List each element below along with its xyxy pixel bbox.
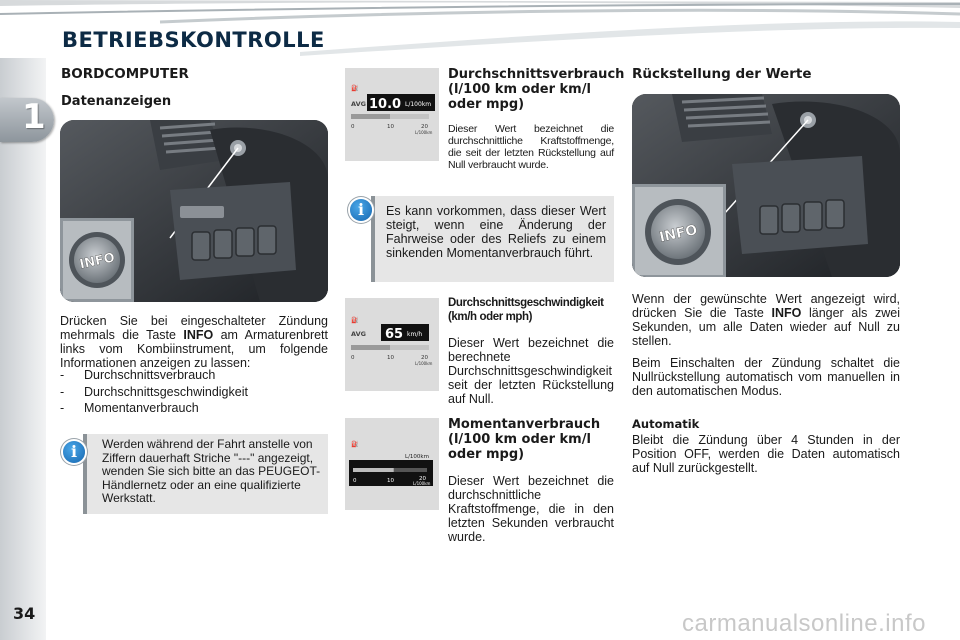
info-button-photo-label: INFO [78,250,117,273]
svg-text:⛽: ⛽ [351,317,359,324]
avg-consumption-title: Durchschnittsverbrauch (l/100 km oder km/l oder mpg) [448,67,625,112]
instant-consumption-title: Momentanverbrauch (l/100 km oder km/l oder mpg) [448,417,601,462]
watermark: carmanualsonline.info [682,610,926,637]
left-sidebar [0,58,46,640]
svg-text:L/100km: L/100km [405,454,429,460]
svg-text:10: 10 [387,355,394,361]
subsection-title-datenanzeigen: Datenanzeigen [61,94,172,109]
chapter-number: 1 [22,97,46,137]
svg-text:L/100km: L/100km [415,130,433,135]
dashboard-photo-left [60,120,328,302]
avg-consumption-text: Dieser Wert bezeichnet die durchschnittliche Kraftstoffmenge, die seit der letzten Rückstellung auf Null verbraucht wurde. [448,123,614,171]
info-key-label: INFO [183,328,214,342]
automatik-paragraph: Bleibt die Zündung über 4 Stunden in der Position OFF, werden die Daten automatisch auf Null zurückgestellt. [632,433,900,475]
info-box-dashes-text: Werden während der Fahrt anstelle von Ziffern dauerhaft Striche "---" angezeigt, wenden Sie sich bitte an das PEUGEOT-Händlernetz oder an eine qualifizierte Werkstatt. [102,437,321,505]
svg-text:0: 0 [351,124,355,130]
svg-text:10: 10 [387,478,394,484]
instant-consumption-display [345,418,439,510]
display-level-bar [353,468,394,472]
avg-speed-title: Durchschnittsgeschwindigkeit (km/h oder mph) [448,297,604,323]
svg-text:⛽: ⛽ [351,441,359,448]
svg-text:L/100km: L/100km [413,481,431,486]
svg-text:20: 20 [421,355,428,361]
list-item: - Durchschnittsgeschwindigkeit [60,384,328,401]
section-title-bordcomputer: BORDCOMPUTER [61,66,189,82]
section-title-reset: Rückstellung der Werte [632,66,812,82]
display-label: AVG [351,100,366,108]
svg-text:km/h: km/h [407,331,423,338]
svg-text:L/100km: L/100km [415,361,433,366]
auto-switch-paragraph: Beim Einschalten der Zündung schaltet die Nullrückstellung automatisch vom manuellen in den automatischen Modus. [632,356,900,398]
info-icon: i [63,441,85,463]
info-key-label: INFO [771,306,802,320]
svg-text:⛽: ⛽ [351,85,359,92]
info-icon: i [350,199,372,221]
svg-text:65: 65 [385,327,404,342]
page-number: 34 [13,604,36,623]
display-level-bar [351,345,390,350]
avg-consumption-display [345,68,439,161]
list-item: - Momentanverbrauch [60,400,328,417]
avg-speed-text: Dieser Wert bezeichnet die berechnete Durchschnittsgeschwindigkeit seit der letzten Rückstellung auf Null. [448,336,614,406]
display-value: 10.0 [369,97,402,112]
info-box-consumption-rise-text: Es kann vorkommen, dass dieser Wert steigt, wenn eine Änderung der Fahrweise oder des Reliefs zu einem sinkenden Momentanverbrauch führt. [386,204,606,260]
display-level-bar [351,114,390,119]
dashboard-photo-right [632,94,900,277]
page-header-title: BETRIEBSKONTROLLE [62,28,325,52]
svg-text:0: 0 [351,355,355,361]
reset-paragraph: Wenn der gewünschte Wert angezeigt wird, drücken Sie die Taste INFO länger als zwei Sekunden, um alle Daten wieder auf Null zu stellen. [632,292,901,348]
svg-text:0: 0 [353,478,357,484]
avg-speed-display [345,298,439,391]
svg-text:AVG: AVG [351,330,366,338]
svg-text:20: 20 [421,124,428,130]
automatik-title: Automatik [632,417,700,431]
list-item: - Durchschnittsverbrauch [60,367,328,384]
intro-paragraph: Drücken Sie bei eingeschalteter Zündung mehrmals die Taste INFO am Armaturenbrett links vom Kombiinstrument, um folgende Informationen anzeigen zu lassen: [60,314,328,370]
instant-consumption-text: Dieser Wert bezeichnet die durchschnittliche Kraftstoffmenge, die in den letzten Sekunden verbraucht wurde. [448,474,614,544]
svg-text:10: 10 [387,124,394,130]
info-button-photo-label: INFO [657,222,699,246]
display-info-list [60,367,328,417]
header-band [0,0,960,58]
display-unit: L/100km [405,101,432,108]
svg-text:20: 20 [419,476,426,482]
